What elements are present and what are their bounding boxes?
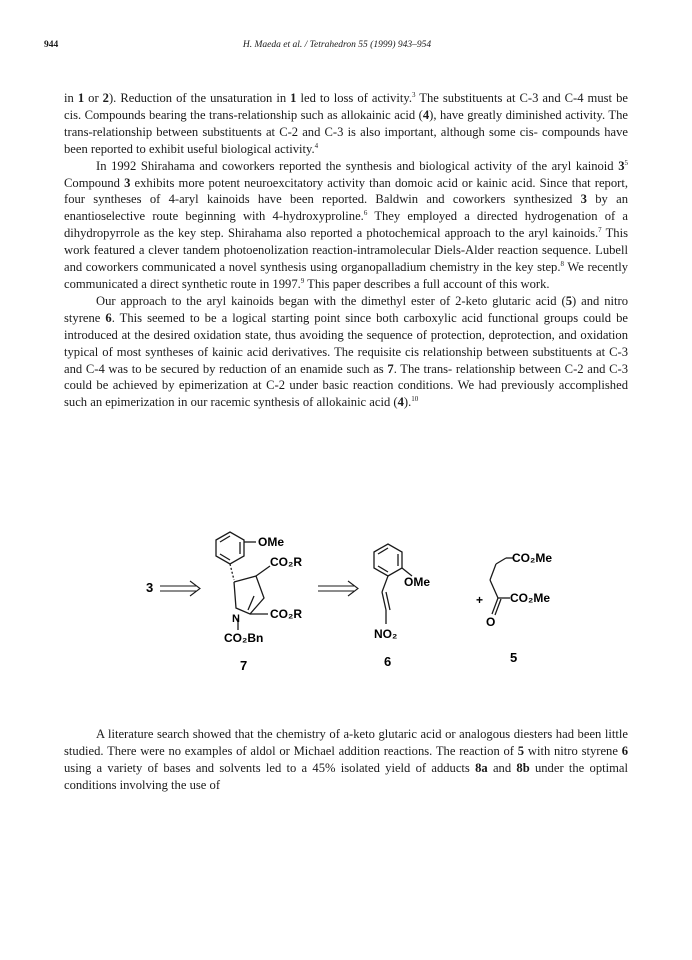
keto-oxygen-label: O (486, 615, 496, 629)
retrosynthesis-arrow-2 (318, 581, 358, 596)
co2r-top-label: CO₂R (270, 555, 302, 569)
co2me-top-label: CO₂Me (512, 551, 553, 565)
nitro-label: NO₂ (374, 627, 398, 641)
page-number: 944 (44, 40, 59, 50)
paragraph-2: In 1992 Shirahama and coworkers reported the synthesis and biological activity of the aryl kainoid $3^5$ Compound 3 exhibits more potent neuroexcitatory activity than domoic acid or kainic acid. Since that report, four syntheses of 4-aryl kainoids have been reported. Baldwin and coworkers synthesized 3 by an enantioselective route beginning with 4-hydroxyproline.$^6$ They employed a directed hydrogenation of a dihydropyrrole as the key step. Shirahama also reported a photochemical approach to the aryl kainoids.$^7$ This work featured a clever tandem photoenolization reaction-intramolecular Diels-Alder reaction sequence. Lubell and coworkers communicated a novel synthesis using organopalladium chemistry in the key step.$^8$ We recently communicated a direct synthetic route in 1997.$^9$ This paper describes a full account of this work. (64, 158, 629, 291)
running-title: H. Maeda et al. / Tetrahedron 55 (1999) 943–954 (242, 40, 432, 50)
compound-7-label: 7 (240, 658, 248, 673)
reaction-scheme (0, 530, 692, 680)
paragraph-4: A literature search showed that the chemistry of a-keto glutaric acid or analogous diesters had been little studied. There were no examples of aldol or Michael addition reactions. The reaction of 5 with nitro styrene 6 using a variety of bases and solvents led to a 45% isolated yield of adducts 8a and 8b under the optimal conditions involving the use of (64, 727, 629, 792)
plus-sign: + (476, 593, 484, 607)
paragraph-1: in 1 or 2). Reduction of the unsaturation in 1 led to loss of activity.$^3$ The substituents at C-3 and C-4 must be cis. Compounds bearing the trans-relationship such as allokainic acid (4), have greatly diminished activity. The trans-relationship between substituents at C-2 and C-3 is also important, although some cis- compounds have been reported to exhibit useful biological activity.$^4$ (64, 90, 628, 156)
citation-ref: 10 (411, 395, 419, 404)
citation-ref: 8 (560, 259, 565, 268)
citation-ref: 5 (624, 158, 628, 167)
ome-label-7: OMe (258, 535, 285, 549)
body-text-lower (64, 726, 628, 794)
compound-6-label: 6 (384, 654, 392, 669)
citation-ref: 3 (411, 90, 416, 99)
citation-ref: 9 (300, 276, 305, 285)
paragraph-3: Our approach to the aryl kainoids began with the dimethyl ester of 2-keto glutaric acid (5) and nitro styrene 6. This seemed to be a logical starting point since both carboxylic acid functional groups could be introduced at the desired oxidation state, thus avoiding the sequence of protection, deprotection, and oxidation typical of most syntheses of kainic acid derivatives. The requisite cis relationship between substituents at C-3 and C-4 was to be secured by reduction of an enamide such as 7. The trans- relationship between C-2 and C-3 could be achieved by epimerization at C-2 under basic reaction conditions. We had previously accomplished such an epimerization in our racemic synthesis of allokainic acid (4).$^{10}$ (64, 293, 629, 410)
cbz-label: CO₂Bn (224, 631, 264, 645)
compound-5-structure (490, 558, 514, 615)
compound-5-label: 5 (510, 650, 518, 665)
nitrogen-label: N (232, 613, 240, 625)
citation-ref: 6 (363, 209, 368, 218)
citation-ref: 4 (314, 141, 319, 150)
co2me-bottom-label: CO₂Me (510, 591, 551, 605)
citation-ref: 7 (598, 226, 602, 235)
compound-3-label: 3 (146, 580, 154, 595)
ome-label-6: OMe (404, 575, 431, 589)
retrosynthesis-arrow-1 (160, 581, 200, 596)
body-text-upper (64, 90, 628, 411)
page-header (44, 40, 630, 54)
co2r-bottom-label: CO₂R (270, 607, 302, 621)
